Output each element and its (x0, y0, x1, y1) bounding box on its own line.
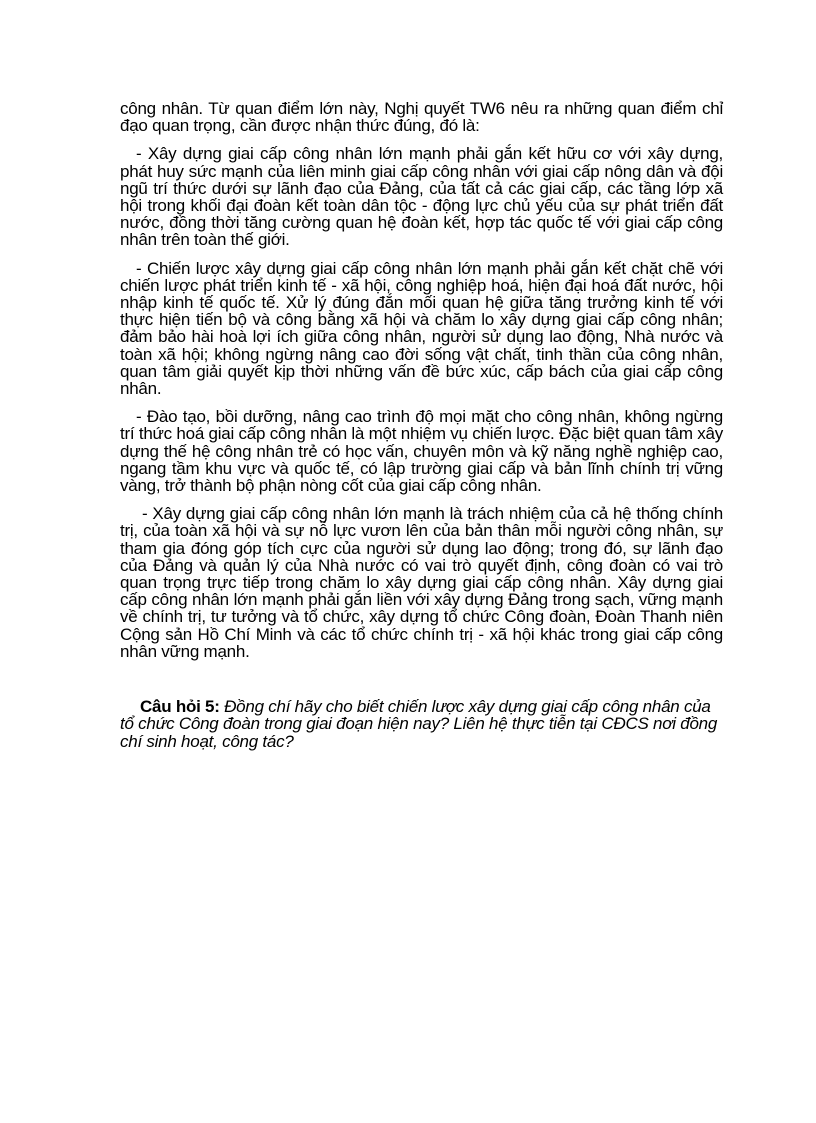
question-text: Đồng chí hãy cho biết chiến lược xây dựng giai cấp công nhân của tổ chức Công đoàn trong giai đoạn hiện nay? Liên hệ thực tiễn tại CĐCS nơi đồng chí sinh hoạt, công tác? (120, 697, 718, 751)
paragraph-point-1: - Xây dựng giai cấp công nhân lớn mạnh phải gắn kết hữu cơ với xây dựng, phát huy sức mạnh của liên minh giai cấp công nhân với giai cấp nông dân và đội ngũ trí thức dưới sự lãnh đạo của Đảng, của tất cả các giai cấp, các tầng lớp xã hội trong khối đại đoàn kết toàn dân tộc - động lực chủ yếu của sự phát triển đất nước, đồng thời tăng cường quan hệ đoàn kết, hợp tác quốc tế với giai cấp công nhân trên toàn thế giới. (120, 144, 723, 250)
paragraph-intro: công nhân. Từ quan điểm lớn này, Nghị quyết TW6 nêu ra những quan điểm chỉ đạo quan trọng, cần được nhận thức đúng, đó là: (120, 99, 723, 136)
paragraph-point-3: - Đào tạo, bồi dưỡng, nâng cao trình độ mọi mặt cho công nhân, không ngừng trí thức hoá giai cấp công nhân là một nhiệm vụ chiến lược. Đặc biệt quan tâm xây dựng thế hệ công nhân trẻ có học vấn, chuyên môn và kỹ năng nghề nghiệp cao, ngang tầm khu vực và quốc tế, có lập trường giai cấp và bản lĩnh chính trị vững vàng, trở thành bộ phận nòng cốt của giai cấp công nhân. (120, 407, 723, 496)
question-label: Câu hỏi 5: (140, 697, 220, 717)
paragraph-point-2: - Chiến lược xây dựng giai cấp công nhân lớn mạnh phải gắn kết chặt chẽ với chiến lược phát triển kinh tế - xã hội, công nghiệp hoá, hiện đại hoá đất nước, hội nhập kinh tế quốc tế. Xử lý đúng đắn mối quan hệ giữa tăng trưởng kinh tế với thực hiện tiến bộ và công bằng xã hội và chăm lo xây dựng giai cấp công nhân; đảm bảo hài hoà lợi ích giữa công nhân, người sử dụng lao động, Nhà nước và toàn xã hội; không ngừng nâng cao đời sống vật chất, tinh thần của công nhân, quan tâm giải quyết kịp thời những vấn đề bức xúc, cấp bách của giai cấp công nhân. (120, 258, 723, 399)
document-page (120, 100, 723, 761)
paragraph-point-4: - Xây dựng giai cấp công nhân lớn mạnh là trách nhiệm của cả hệ thống chính trị, của toàn xã hội và sự nỗ lực vươn lên của bản thân mỗi người công nhân, sự tham gia đóng góp tích cực của người sử dụng lao động; trong đó, sự lãnh đạo của Đảng và quản lý của Nhà nước có vai trò quyết định, công đoàn có vai trò quan trọng trực tiếp trong chăm lo xây dựng giai cấp công nhân. Xây dựng giai cấp công nhân lớn mạnh phải gắn liền với xây dựng Đảng trong sạch, vững mạnh về chính trị, tư tưởng và tổ chức, xây dựng tổ chức Công đoàn, Đoàn Thanh niên Cộng sản Hồ Chí Minh và các tổ chức chính trị - xã hội khác trong giai cấp công nhân vững mạnh. (120, 504, 723, 661)
question-5 (120, 698, 723, 750)
